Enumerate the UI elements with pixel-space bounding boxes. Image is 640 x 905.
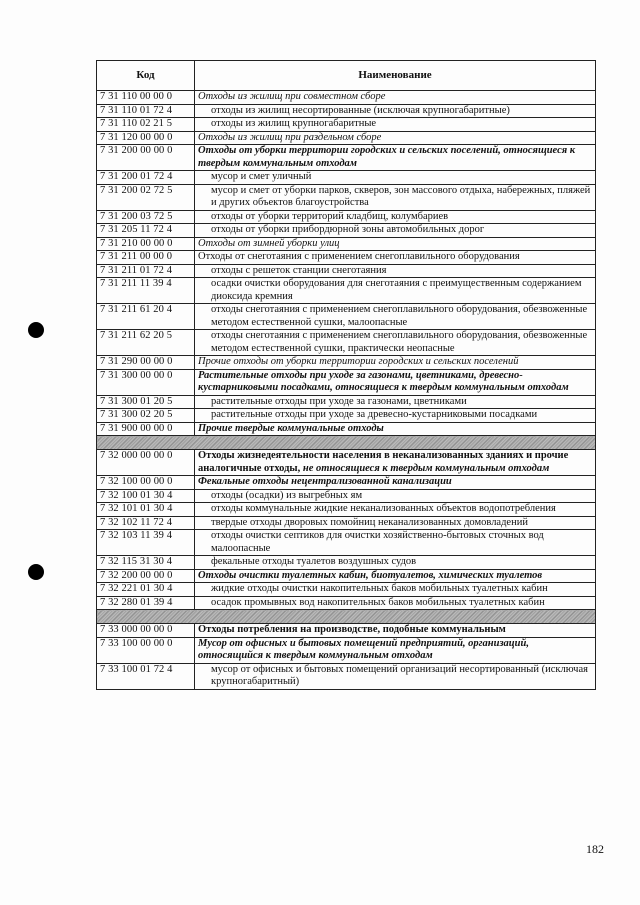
table-row — [97, 104, 596, 118]
row-code: 7 31 300 02 20 5 — [97, 409, 195, 423]
row-code: 7 31 110 01 72 4 — [97, 104, 195, 118]
row-name-text: отходы очистки септиков для очистки хозяйственно-бытовых сточных вод малоопасные — [211, 530, 544, 554]
page-number: 182 — [586, 842, 604, 856]
row-name — [195, 145, 596, 171]
table-body — [97, 91, 596, 690]
row-name-text: Прочие отходы от уборки территории городских и сельских поселений — [198, 356, 519, 367]
row-name-text: отходы из жилищ крупногабаритные — [211, 118, 377, 129]
row-name-text: мусор и смет уличный — [211, 171, 312, 182]
table-row — [97, 224, 596, 238]
row-name — [195, 530, 596, 556]
row-code: 7 31 110 00 00 0 — [97, 91, 195, 105]
row-code: 7 31 200 03 72 5 — [97, 210, 195, 224]
table-row — [97, 556, 596, 570]
table-row — [97, 409, 596, 423]
row-name — [195, 237, 596, 251]
table-row — [97, 530, 596, 556]
row-name-text: Растительные отходы при уходе за газонами, цветниками, древесно-кустарниковыми посадками, относящиеся к твердым коммунальным отходам — [198, 369, 569, 393]
table-row — [97, 237, 596, 251]
row-name-text: осадки очистки оборудования для снеготаяния с преимущественным содержанием диоксида кремния — [211, 278, 582, 302]
row-name-text: Мусор от офисных и бытовых помещений предприятий, организаций, относящийся к твердым коммунальным отходам — [198, 637, 529, 661]
row-name-text: Отходы от зимней уборки улиц — [198, 237, 340, 249]
row-name — [195, 184, 596, 210]
table-row — [97, 516, 596, 530]
row-name — [195, 304, 596, 330]
table-row — [97, 583, 596, 597]
table-row — [97, 264, 596, 278]
table-row — [97, 476, 596, 490]
row-name-text: отходы с решеток станции снеготаяния — [211, 264, 387, 276]
row-name-text: отходы снеготаяния с применением снегоплавильного оборудования, обезвоженные методом естественной сушки, практически неопасные — [211, 330, 588, 354]
row-code: 7 31 200 02 72 5 — [97, 184, 195, 210]
row-name-text: жидкие отходы очистки накопительных баков мобильных туалетных кабин — [211, 583, 548, 594]
row-code: 7 31 205 11 72 4 — [97, 224, 195, 238]
row-name — [195, 596, 596, 610]
row-code: 7 31 210 00 00 0 — [97, 237, 195, 251]
section-separator — [97, 436, 596, 450]
row-code: 7 32 100 00 00 0 — [97, 476, 195, 490]
row-name — [195, 516, 596, 530]
row-name-text: Отходы очистки туалетных кабин, биотуалетов, химических туалетов — [198, 569, 543, 581]
row-name — [195, 583, 596, 597]
table-row — [97, 278, 596, 304]
row-name — [195, 569, 596, 583]
row-code: 7 31 211 00 00 0 — [97, 251, 195, 265]
table-row — [97, 91, 596, 105]
row-code: 7 31 120 00 00 0 — [97, 131, 195, 145]
row-code: 7 32 221 01 30 4 — [97, 583, 195, 597]
row-code: 7 31 211 61 20 4 — [97, 304, 195, 330]
table-row — [97, 131, 596, 145]
row-name — [195, 422, 596, 436]
row-name-tail: не относящиеся к твердым коммунальным отходам — [302, 462, 550, 474]
section-separator — [97, 610, 596, 624]
row-name-text: отходы от уборки территорий кладбищ, колумбариев — [211, 210, 449, 222]
table-header-row — [97, 61, 596, 91]
table-row — [97, 450, 596, 476]
table-row — [97, 330, 596, 356]
row-name — [195, 330, 596, 356]
row-name — [195, 395, 596, 409]
row-code: 7 31 290 00 00 0 — [97, 356, 195, 370]
row-name-text: отходы от уборки прибордюрной зоны автомобильных дорог — [211, 224, 485, 235]
row-name-text: мусор и смет от уборки парков, скверов, зон массового отдыха, набережных, пляжей и других объектов благоустройства — [211, 184, 591, 208]
table-row — [97, 637, 596, 663]
row-name — [195, 489, 596, 503]
header-name: Наименование — [195, 61, 596, 91]
row-name — [195, 556, 596, 570]
row-code: 7 32 115 31 30 4 — [97, 556, 195, 570]
row-code: 7 31 300 01 20 5 — [97, 395, 195, 409]
row-name — [195, 118, 596, 132]
row-code: 7 31 900 00 00 0 — [97, 422, 195, 436]
row-code: 7 33 100 00 00 0 — [97, 637, 195, 663]
table-row — [97, 596, 596, 610]
table-row — [97, 422, 596, 436]
row-code: 7 31 200 00 00 0 — [97, 145, 195, 171]
table-row — [97, 356, 596, 370]
table-row — [97, 569, 596, 583]
header-code: Код — [97, 61, 195, 91]
row-name — [195, 450, 596, 476]
row-code: 7 31 110 02 21 5 — [97, 118, 195, 132]
punch-hole-bottom — [28, 564, 44, 580]
row-name-text: фекальные отходы туалетов воздушных судов — [211, 556, 417, 567]
row-name-text: отходы снеготаяния с применением снегоплавильного оборудования, обезвоженные методом естественной сушки, малоопасные — [211, 304, 588, 328]
row-name — [195, 278, 596, 304]
waste-code-table — [96, 60, 596, 690]
row-name-text: растительные отходы при уходе за древесно-кустарниковыми посадками — [211, 409, 538, 420]
row-name-text: Прочие твердые коммунальные отходы — [198, 422, 384, 434]
row-code: 7 31 300 00 00 0 — [97, 369, 195, 395]
separator-band — [97, 436, 596, 450]
table-row — [97, 304, 596, 330]
row-name-text: осадок промывных вод накопительных баков мобильных туалетных кабин — [211, 596, 545, 608]
row-name-text: Отходы жизнедеятельности населения в неканализованных зданиях и прочие аналогичные отходы, — [198, 450, 569, 474]
row-code: 7 33 100 01 72 4 — [97, 663, 195, 689]
row-code: 7 31 211 62 20 5 — [97, 330, 195, 356]
row-name-text: растительные отходы при уходе за газонами, цветниками — [211, 395, 467, 407]
table-row — [97, 369, 596, 395]
row-name — [195, 91, 596, 105]
row-code: 7 32 000 00 00 0 — [97, 450, 195, 476]
row-name — [195, 210, 596, 224]
row-name-text: мусор от офисных и бытовых помещений организаций несортированный (исключая крупногабаритный) — [211, 663, 588, 687]
table-row — [97, 210, 596, 224]
row-name — [195, 224, 596, 238]
row-name-text: Отходы от снеготаяния с применением снегоплавильного оборудования — [198, 251, 520, 262]
row-name — [195, 637, 596, 663]
table-row — [97, 395, 596, 409]
row-code: 7 31 200 01 72 4 — [97, 171, 195, 185]
row-name — [195, 356, 596, 370]
row-code: 7 32 103 11 39 4 — [97, 530, 195, 556]
row-name — [195, 663, 596, 689]
row-name — [195, 251, 596, 265]
table-row — [97, 184, 596, 210]
punch-hole-top — [28, 322, 44, 338]
row-code: 7 31 211 11 39 4 — [97, 278, 195, 304]
row-code: 7 33 000 00 00 0 — [97, 624, 195, 638]
row-code: 7 32 200 00 00 0 — [97, 569, 195, 583]
row-name-text: Отходы потребления на производстве, подобные коммунальным — [198, 624, 506, 635]
table-row — [97, 171, 596, 185]
row-name-text: Отходы от уборки территории городских и сельских поселений, относящиеся к твердым коммунальным отходам — [198, 145, 576, 169]
row-name-text: отходы (осадки) из выгребных ям — [211, 489, 363, 501]
table-row — [97, 251, 596, 265]
row-name-text: твердые отходы дворовых помойниц неканализованных домовладений — [211, 516, 528, 528]
row-code: 7 32 101 01 30 4 — [97, 503, 195, 517]
row-name-text: отходы коммунальные жидкие неканализованных объектов водопотребления — [211, 503, 556, 514]
row-name-text: отходы из жилищ несортированные (исключая крупногабаритные) — [211, 104, 510, 116]
table-row — [97, 489, 596, 503]
row-name — [195, 476, 596, 490]
table-row — [97, 118, 596, 132]
row-code: 7 32 102 11 72 4 — [97, 516, 195, 530]
row-name — [195, 131, 596, 145]
row-name — [195, 624, 596, 638]
row-name — [195, 171, 596, 185]
row-name-text: Отходы из жилищ при раздельном сборе — [198, 131, 382, 143]
row-name — [195, 104, 596, 118]
row-name — [195, 369, 596, 395]
row-name-text: Фекальные отходы нецентрализованной канализации — [198, 476, 452, 487]
row-code: 7 32 100 01 30 4 — [97, 489, 195, 503]
row-name — [195, 409, 596, 423]
row-name — [195, 264, 596, 278]
row-code: 7 32 280 01 39 4 — [97, 596, 195, 610]
table-row — [97, 663, 596, 689]
table-row — [97, 503, 596, 517]
row-code: 7 31 211 01 72 4 — [97, 264, 195, 278]
row-name-text: Отходы из жилищ при совместном сборе — [198, 91, 386, 102]
row-name — [195, 503, 596, 517]
table-row — [97, 145, 596, 171]
separator-band — [97, 610, 596, 624]
table-row — [97, 624, 596, 638]
